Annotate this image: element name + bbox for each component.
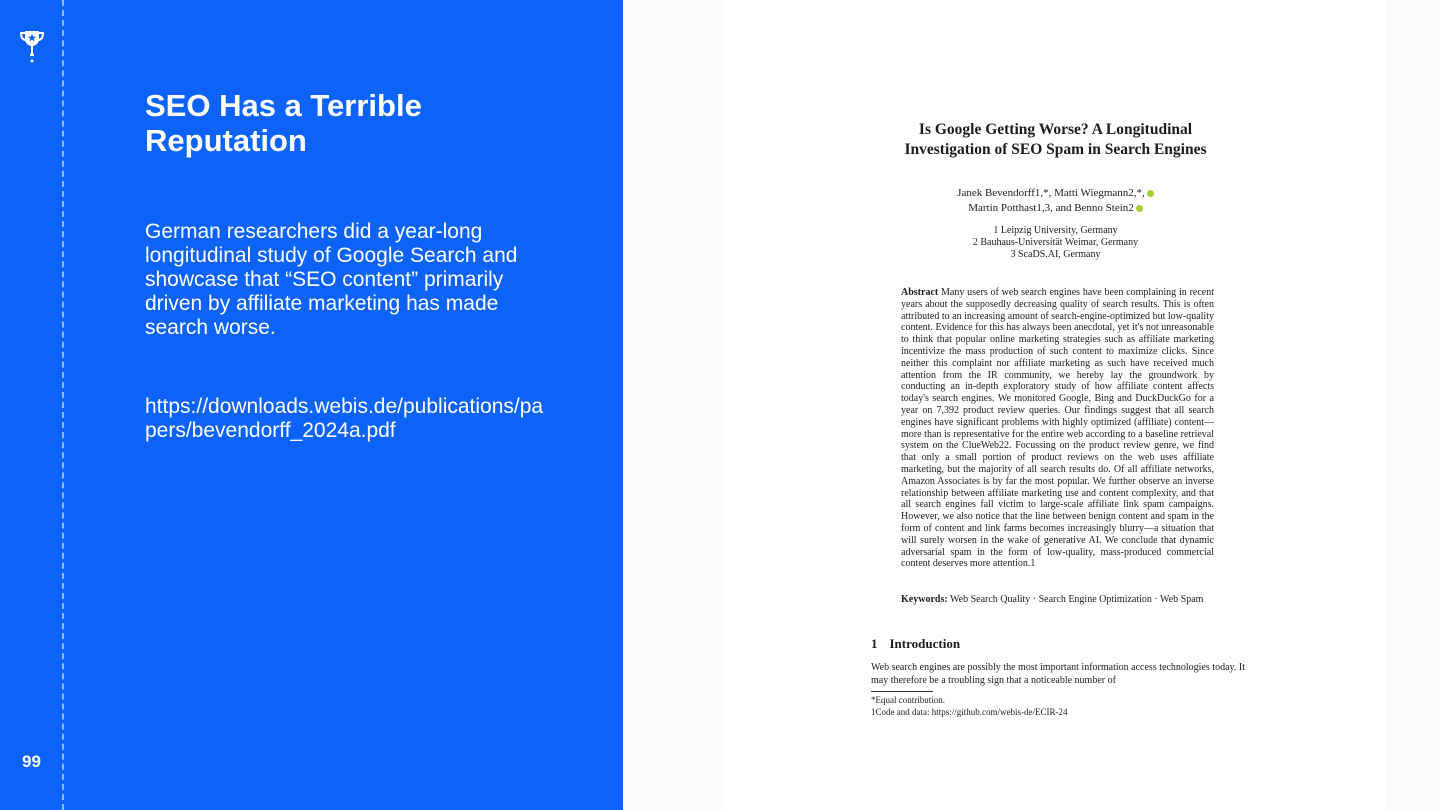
slide-body-text: German researchers did a year-long longitudinal study of Google Search and showcase that “SEO content” primarily driven by affiliate marketing has made search worse. (145, 220, 518, 339)
page-number: 99 (22, 752, 41, 771)
trophy-icon (18, 28, 46, 64)
paper-screenshot (725, 0, 1386, 810)
section-number: 1 (871, 636, 878, 651)
paper-abstract (901, 287, 1214, 570)
orcid-icon (1147, 190, 1154, 197)
paper-link[interactable]: https://downloads.webis.de/publications/papers/bevendorff_2024a.pdf (145, 395, 544, 442)
keywords-text: Web Search Quality · Search Engine Optimization · Web Spam (950, 594, 1204, 605)
keywords-label: Keywords: (901, 594, 948, 605)
paper-margin-right (1386, 0, 1440, 810)
paper-keywords (901, 594, 1214, 606)
footnote-2: 1Code and data: https://github.com/webis-de/ECIR-24 (871, 707, 1068, 717)
footnote-rule (871, 691, 933, 692)
abstract-label: Abstract (901, 287, 939, 298)
paper-affiliations (725, 225, 1386, 261)
paper-margin-left (623, 0, 725, 810)
authors-line1: Janek Bevendorff1,*, Matti Wiegmann2,*, (957, 187, 1145, 199)
paper-authors (725, 186, 1386, 216)
section-heading (871, 636, 972, 652)
affiliation: 2 Bauhaus-Universität Weimar, Germany (972, 237, 1139, 248)
abstract-text: Many users of web search engines have been complaining in recent years about the supposedly decreasing quality of search results. This is often attributed to an increasing amount of search-engine-optimized but low-quality content. Evidence for this has always been anecdotal, yet it's not unreasonable to think that popular online marketing strategies such as affiliate marketing incentivize the mass production of such content to maximize clicks. Since neither this complaint nor affiliate marketing as such have received much attention from the IR community, we hereby lay the groundwork by conducting an in-depth exploratory study of how affiliate content affects today's search engines. We monitored Google, Bing and DuckDuckGo for a year on 7,392 product review queries. Our findings suggest that all search engines have significant problems with highly optimized (affiliate) content—more than is representative for the entire web according to a baseline retrieval system on the ClueWeb22. Focussing on the product review genre, we find that only a small portion of product reviews on the web uses affiliate marketing, but the majority of all search results do. Of all affiliate networks, Amazon Associates is by far the most popular. We further observe an inverse relationship between affiliate marketing use and content complexity, and that all search engines fall victim to large-scale affiliate link spam campaigns. However, we also notice that the line between benign content and spam in the form of content and link farms becomes increasingly blurry—a situation that will surely worsen in the wake of generative AI. We conclude that dynamic adversarial spam in the form of low-quality, mass-produced commercial content deserves more attention.1 (901, 287, 1215, 570)
paper-title-line2: Investigation of SEO Spam in Search Engines (904, 141, 1207, 158)
orcid-icon (1136, 205, 1143, 212)
paper-title (725, 120, 1386, 160)
intro-text: Web search engines are possibly the most important information access technologies today. It may therefore be a troubling sign that a noticeable number of (871, 662, 1245, 686)
slide-title: SEO Has a Terrible Reputation (145, 88, 422, 158)
paper-title-line1: Is Google Getting Worse? A Longitudinal (918, 121, 1193, 138)
authors-line2: Martin Potthast1,3, and Benno Stein2 (968, 202, 1134, 214)
affiliation: 1 Leipzig University, Germany (993, 225, 1118, 236)
footnote-1: *Equal contribution. (871, 695, 945, 705)
slide-panel (0, 0, 623, 810)
section-title: Introduction (889, 636, 961, 651)
affiliation: 3 ScaDS.AI, Germany (1010, 249, 1101, 260)
dashed-divider (62, 0, 64, 810)
